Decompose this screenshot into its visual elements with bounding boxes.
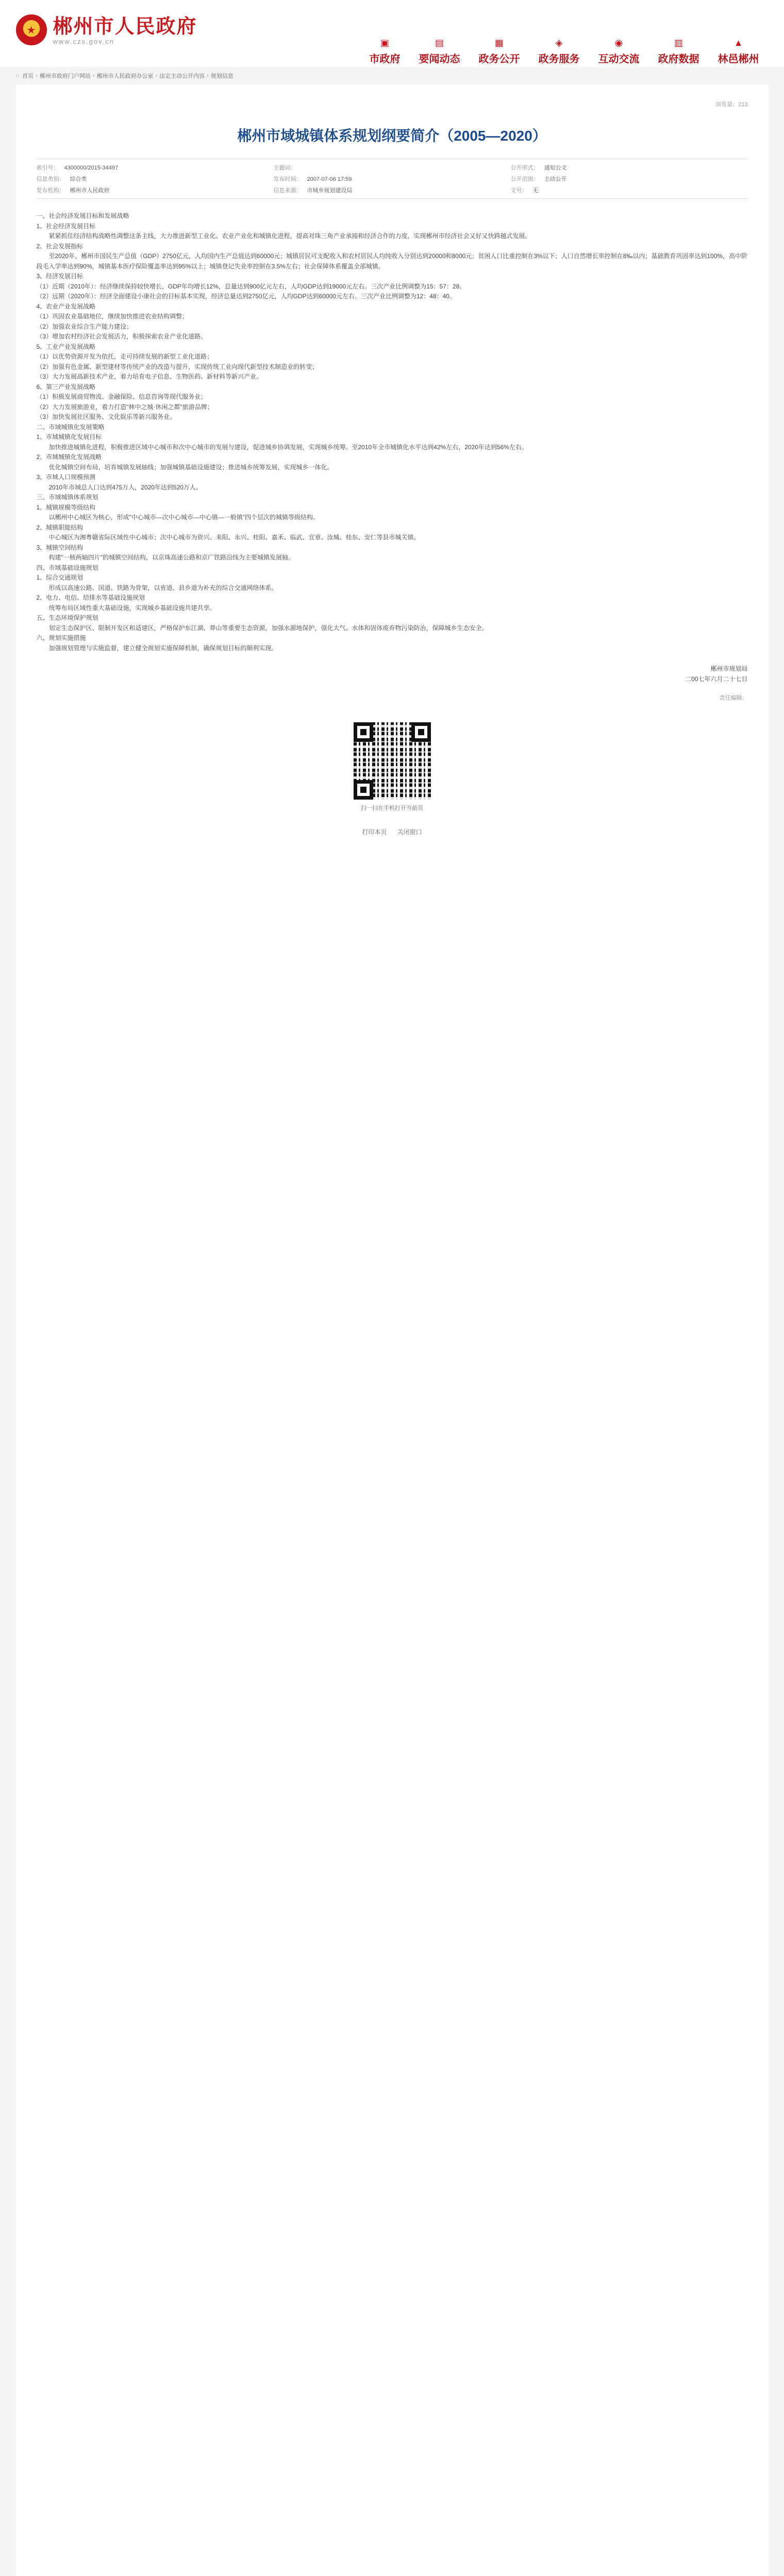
meta-item: 信息类别： 综合类 <box>36 176 87 182</box>
building-icon: ▣ <box>380 38 389 48</box>
breadcrumb-item[interactable]: 郴州市政府门户网站 <box>39 73 91 79</box>
article-paragraph: （1）以优势资源开发为依托，走可持续发展的新型工业化道路； <box>36 353 213 360</box>
article-paragraph: 3、经济发展目标 <box>36 273 84 280</box>
breadcrumb-separator: › <box>207 73 209 79</box>
editor-line: 责任编辑： <box>719 695 748 701</box>
article-paragraph: （2）大力发展旅游业，着力打造"林中之城·休闲之都"旅游品牌； <box>36 403 213 411</box>
meta-item: 索引号： 4300000/2015-34497 <box>36 165 119 171</box>
article-paragraph: 至2020年，郴州市国民生产总值（GDP）2750亿元，人均国内生产总值达到60000元；城镇居民可支配收入和农村居民人均纯收入分别达到20000和8000元；贫困人口比重控制在3%以下；人口自然增长率控制在8‰以内；基础教育巩固率达到100%，高中阶段毛入学率达到90%，城镇基本医疗保险覆盖率达到95%以上；城镇登记失业率控制在3.5%左右；社会保障体系覆盖全部城镇。 <box>36 252 748 270</box>
qr-caption: 扫一扫在手机打开当前页 <box>361 805 423 811</box>
data-icon: ▥ <box>674 38 683 48</box>
nav-item-news[interactable] <box>410 37 470 65</box>
article-paragraph: 二、市域城镇化发展策略 <box>36 423 105 431</box>
article-paragraph: 3、城镇空间结构 <box>36 544 84 551</box>
meta-item: 公开范围： 主动公开 <box>510 176 567 182</box>
nav-label: 要闻动态 <box>419 54 460 65</box>
article-paragraph: （1）巩固农业基础地位，继续加快推进农业结构调整； <box>36 313 189 320</box>
article-actions <box>37 827 748 836</box>
meta-item: 主题词： <box>273 165 296 171</box>
breadcrumb-item[interactable]: 首页 <box>22 73 34 79</box>
nav-label: 互动交流 <box>598 54 640 65</box>
nav-item-data[interactable] <box>649 37 709 65</box>
article-paragraph: （3）加快发展社区服务、文化娱乐等新兴服务业。 <box>36 413 176 420</box>
article-paragraph: 一、社会经济发展目标和发展战略 <box>36 212 129 219</box>
nav-item-services[interactable] <box>529 37 589 65</box>
nav-item-disclosure[interactable] <box>470 37 529 65</box>
breadcrumb <box>16 67 769 84</box>
article-paragraph: 中心城区为湘粤赣省际区域性中心城市；次中心城市为资兴、耒阳、永兴、桂阳、嘉禾、临武、宜章、汝城、桂东、安仁等县市城关镇。 <box>48 534 420 541</box>
nav-item-government[interactable] <box>360 37 410 65</box>
meta-item: 公开形式： 通知公文 <box>510 165 567 171</box>
nav-label: 政府数据 <box>658 54 699 65</box>
article-paragraph: 1、城镇规模等级结构 <box>36 503 96 511</box>
article-paragraph: 1、综合交通规划 <box>36 574 84 581</box>
article-body <box>37 211 748 653</box>
nav-item-linyi[interactable] <box>709 37 769 65</box>
meta-item: 文号： 无 <box>510 188 539 194</box>
article-paragraph: 以郴州中心城区为核心，形成"中心城市—次中心城市—中心镇—一般镇"四个层次的城镇等级结构。 <box>48 514 320 521</box>
article-paragraph: 构建"一核两轴四片"的城镇空间结构，以京珠高速公路和京广铁路沿线为主要城镇发展轴。 <box>48 554 295 561</box>
article-paragraph: 1、市域城镇化发展目标 <box>36 433 102 440</box>
close-window-button[interactable]: 关闭窗口 <box>397 828 422 836</box>
article-toolbar <box>37 100 748 110</box>
article-signature <box>37 664 748 684</box>
article-title: 郴州市域城镇体系规划纲要简介（2005—2020） <box>237 128 547 144</box>
article-meta <box>37 159 748 199</box>
article-paragraph: 2010年市域总人口达到475万人，2020年达到520万人。 <box>48 483 202 491</box>
breadcrumb-separator: › <box>92 73 95 79</box>
view-count: 浏览量：213 <box>715 101 748 108</box>
article-paragraph: 2、电力、电信、给排水等基础设施规划 <box>36 594 145 601</box>
site-header <box>0 0 784 67</box>
article-paragraph: （2）加强有色金属、新型建材等传统产业的改造与提升，实现传统工业向现代新型技术制造业的转变； <box>36 363 319 370</box>
qr-section <box>37 722 748 812</box>
breadcrumb-item[interactable]: 郴州市人民政府办公室 <box>96 73 154 79</box>
site-logo[interactable] <box>16 14 197 45</box>
mountain-icon: ▲ <box>733 38 743 48</box>
article-paragraph: （2）加强农业综合生产能力建设； <box>36 323 133 330</box>
chat-icon: ◉ <box>614 38 623 48</box>
article-paragraph: 2、社会发展指标 <box>36 242 84 250</box>
site-title: 郴州市人民政府 <box>53 14 197 38</box>
meta-item: 信息来源： 市城乡规划建设局 <box>273 188 353 194</box>
article-paragraph: 紧紧抓住经济结构战略性调整这条主线，大力推进新型工业化、农业产业化和城镇化进程，提高对珠三角产业承接和经济合作的力度，实现郴州市经济社会又好又快跨越式发展。 <box>48 232 531 240</box>
article-container <box>16 84 769 2576</box>
sign-date: 二00七年六月二十七日 <box>685 675 748 683</box>
article-paragraph: 2、市域城镇化发展战略 <box>36 453 102 461</box>
article-paragraph: 划定生态保护区、限制开发区和适建区，严格保护东江湖、莽山等重要生态资源，加强水源地保护，强化大气、水体和固体废弃物污染防治，保障城乡生态安全。 <box>48 624 488 632</box>
main-nav <box>360 37 769 65</box>
article-paragraph: 4、农业产业发展战略 <box>36 302 96 310</box>
article-paragraph: （1）积极发展商贸物流、金融保险、信息咨询等现代服务业； <box>36 393 207 400</box>
article-paragraph: 六、规划实施措施 <box>36 634 86 641</box>
breadcrumb-separator: › <box>155 73 158 79</box>
document-icon: ▦ <box>494 38 504 48</box>
article-paragraph: 6、第三产业发展战略 <box>36 383 96 391</box>
article-paragraph: 五、生态环境保护规划 <box>36 614 98 621</box>
national-emblem-icon: ★ <box>16 14 47 45</box>
nav-label: 政务服务 <box>538 54 580 65</box>
meta-item: 发布时间： 2007-07-06 17:59 <box>273 176 352 182</box>
sign-org: 郴州市规划局 <box>710 665 748 672</box>
breadcrumb-item[interactable]: 规划信息 <box>210 73 233 79</box>
home-icon: ⌂ <box>15 73 20 79</box>
breadcrumb-separator: › <box>36 73 38 79</box>
nav-label: 林邑郴州 <box>718 54 759 65</box>
article-paragraph: （2）远期（2020年）：经济全面建设小康社会的目标基本实现，经济总量达到2750亿元，人均GDP达到60000元左右。三次产业比例调整为12：48：40。 <box>36 293 456 300</box>
article-paragraph: 2、城镇职能结构 <box>36 523 84 531</box>
nav-item-interaction[interactable] <box>589 37 649 65</box>
article-paragraph: 三、市域城镇体系规划 <box>36 494 98 501</box>
article-paragraph: 1、社会经济发展目标 <box>36 222 96 230</box>
article-paragraph: （1）近期（2010年）：经济继续保持较快增长，GDP年均增长12%，总量达到900亿元左右，人均GDP达到19000元左右。三次产业比例调整为15：57：28。 <box>36 282 466 290</box>
article-paragraph: 统筹布局区域性重大基础设施，实现城乡基础设施共建共享。 <box>48 604 216 612</box>
nav-label: 市政府 <box>369 54 401 65</box>
breadcrumb-bar <box>0 67 784 84</box>
article-paragraph: 5、工业产业发展战略 <box>36 343 96 350</box>
news-icon: ▤ <box>435 38 444 48</box>
print-button[interactable]: 打印本页 <box>362 828 387 836</box>
article-paragraph: （3）大力发展高新技术产业，着力培育电子信息、生物医药、新材料等新兴产业。 <box>36 373 263 380</box>
article-paragraph: 3、市域人口规模预测 <box>36 473 96 481</box>
article-paragraph: 形成以高速公路、国道、铁路为骨架，以省道、县乡道为补充的综合交通网络体系。 <box>48 584 278 591</box>
nav-label: 政务公开 <box>478 54 520 65</box>
breadcrumb-item[interactable]: 法定主动公开内容 <box>159 73 205 79</box>
article-paragraph: 优化城镇空间布局，培育城镇发展轴线；加强城镇基础设施建设；推进城乡统筹发展，实现城乡一体化。 <box>48 463 333 471</box>
article-paragraph: （3）增加农村经济社会发展活力，积极探索农业产业化道路。 <box>36 333 207 340</box>
service-icon: ◈ <box>555 38 563 48</box>
qr-code-icon <box>354 722 431 800</box>
article-paragraph: 加快推进城镇化进程，积极推进区域中心城市和次中心城市的发展与建设，促进城乡协调发展，实现城乡统筹。至2010年全市城镇化水平达到42%左右，2020年达到56%左右。 <box>48 443 528 451</box>
site-url: www.czs.gov.cn <box>53 37 115 45</box>
article-paragraph: 四、市域基础设施规划 <box>36 564 98 571</box>
article-paragraph: 加强规划管理与实施监督，建立健全规划实施保障机制，确保规划目标的顺利实现。 <box>48 644 278 652</box>
meta-item: 发布机构： 郴州市人民政府 <box>36 188 110 194</box>
